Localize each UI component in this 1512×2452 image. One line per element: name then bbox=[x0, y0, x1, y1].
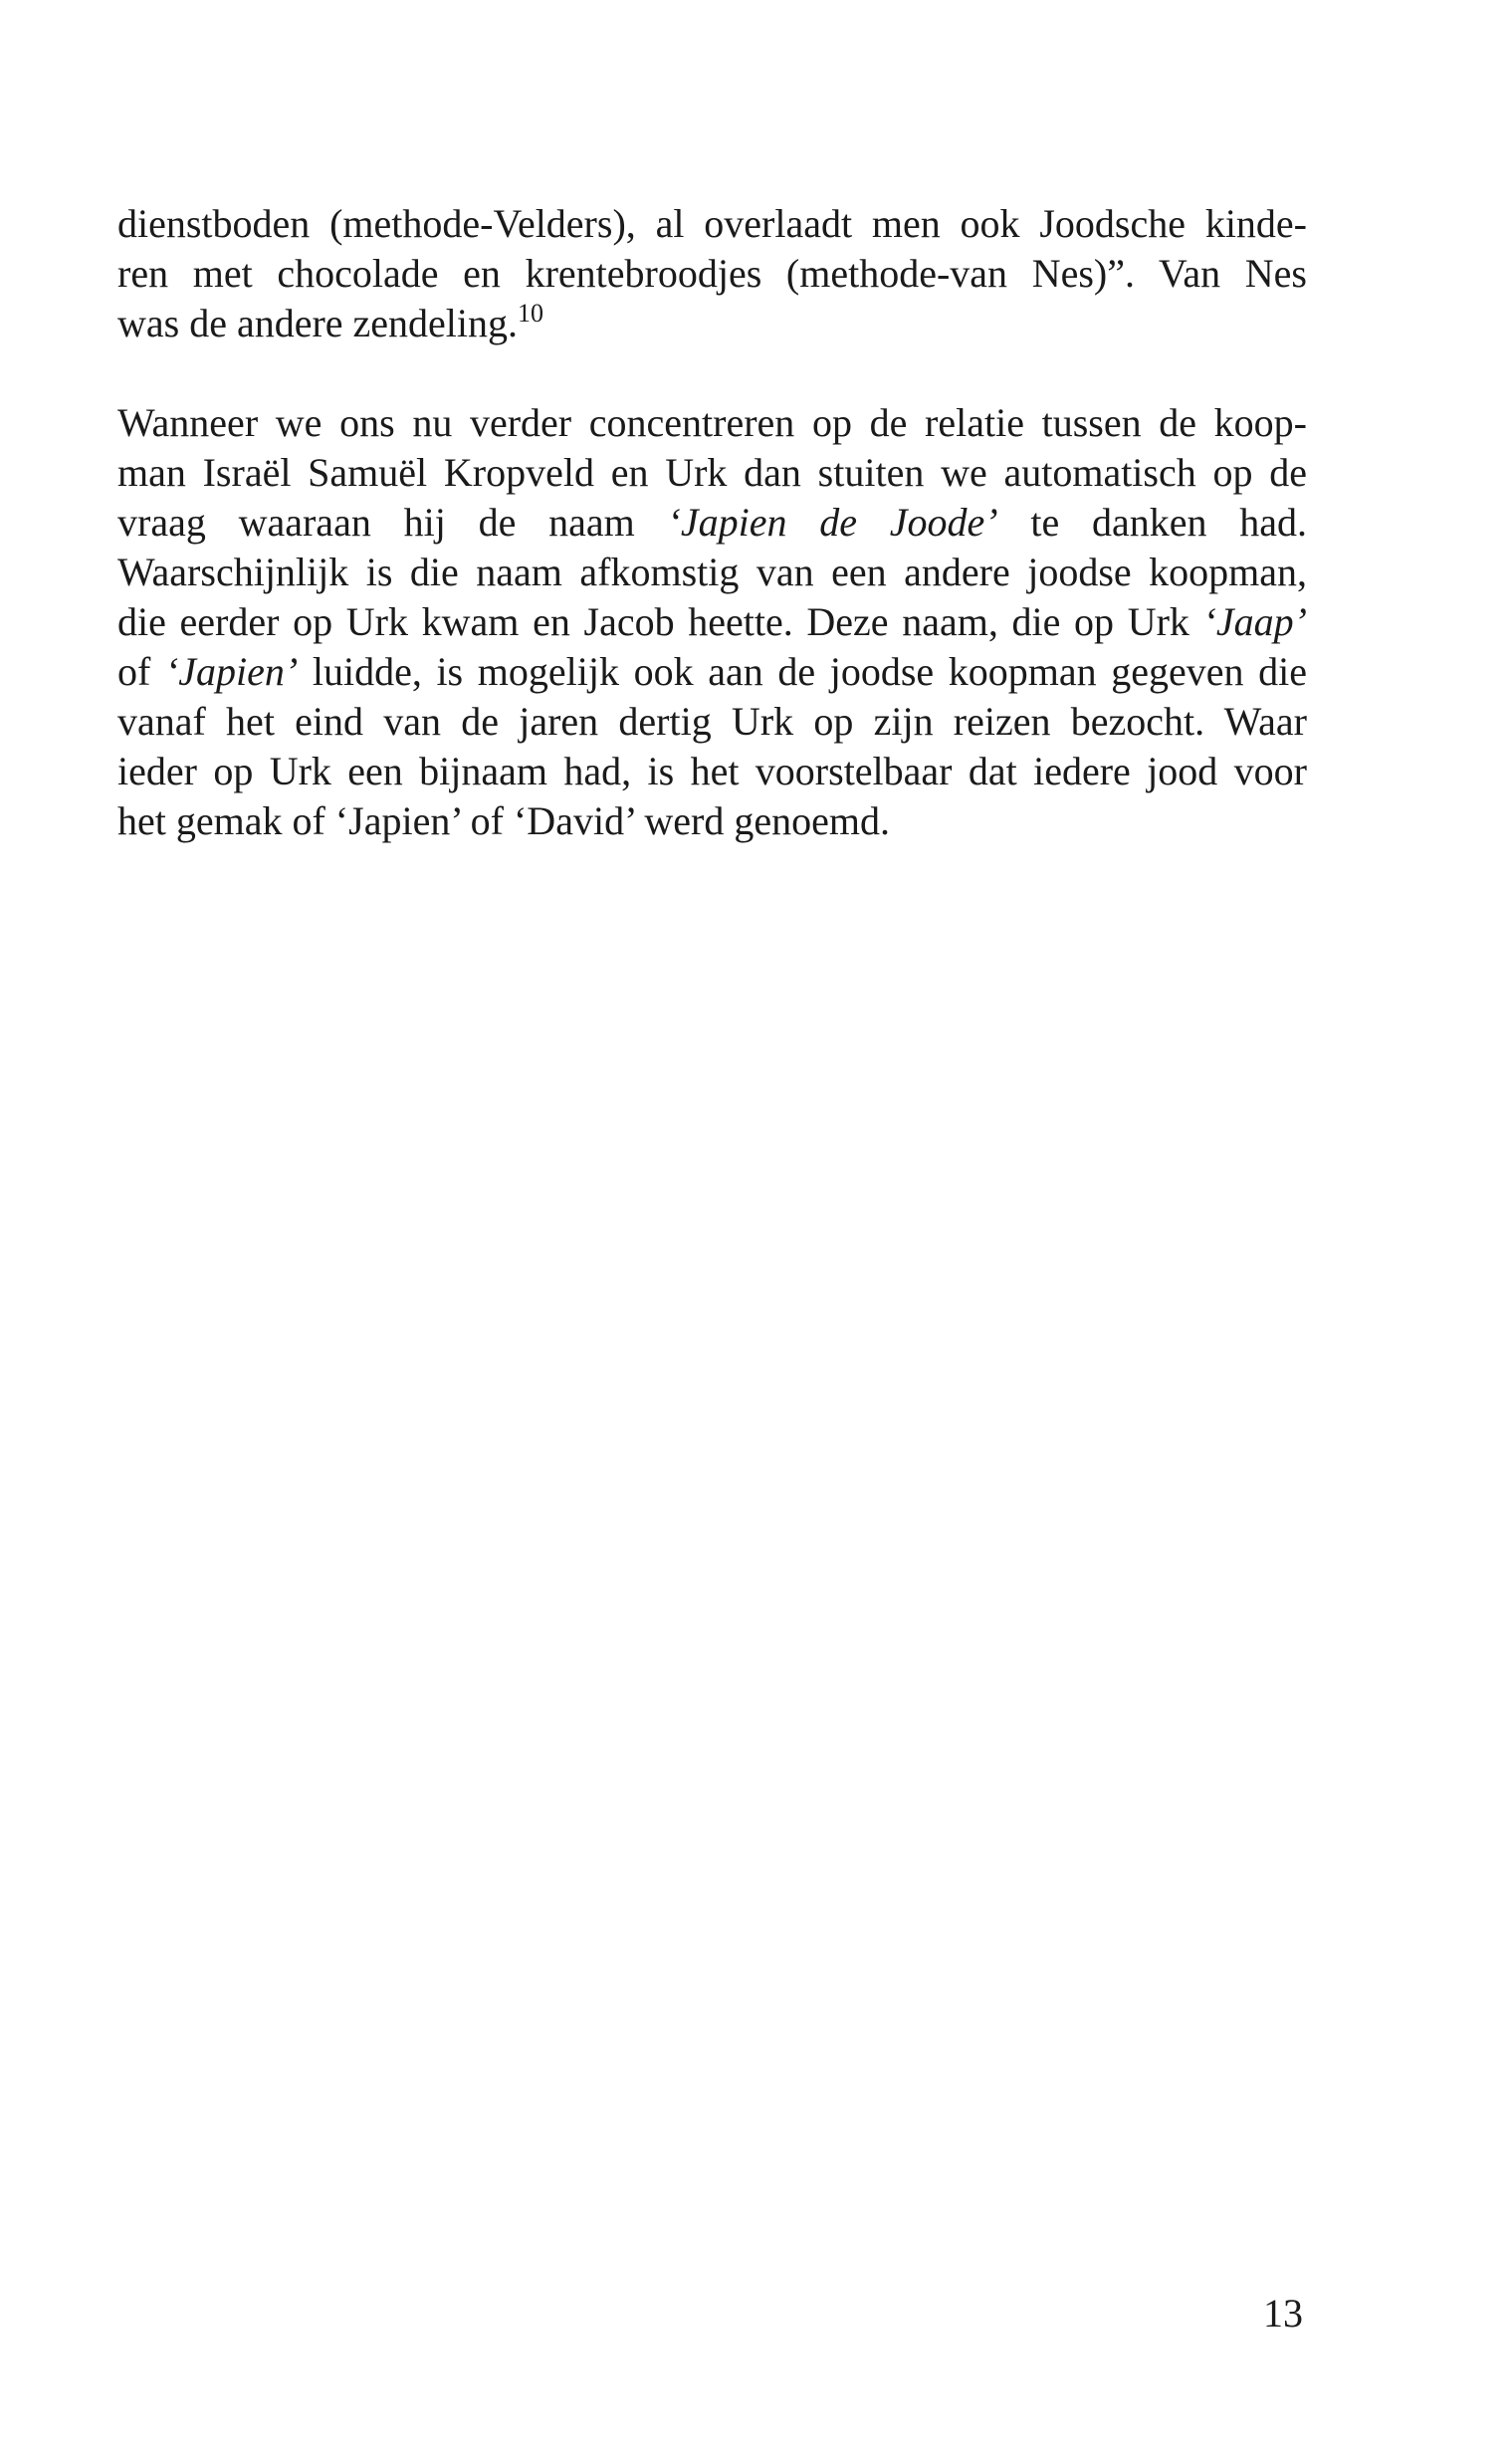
footnote-reference: 10 bbox=[518, 299, 544, 328]
text-segment: die eerder op Urk kwam en Jacob heette. Deze naam, die op Urk bbox=[117, 599, 1203, 644]
page-number: 13 bbox=[1263, 2291, 1303, 2336]
paragraph bbox=[117, 199, 1307, 348]
text-line bbox=[117, 199, 1307, 249]
italic-text: ‘Japien de Joode’ bbox=[667, 500, 998, 545]
text-line bbox=[117, 647, 1307, 697]
text-segment: luidde, is mogelijk ook aan de joodse koopman gegeven die bbox=[298, 649, 1307, 694]
text-segment: het gemak of ‘Japien’ of ‘David’ werd genoemd. bbox=[117, 798, 890, 843]
text-segment: man Israël Samuël Kropveld en Urk dan stuiten we automatisch op de bbox=[117, 450, 1307, 495]
text-line bbox=[117, 697, 1307, 747]
body-text bbox=[117, 199, 1307, 846]
text-segment: Waarschijnlijk is die naam afkomstig van een andere joodse koopman, bbox=[117, 550, 1307, 594]
text-line bbox=[117, 299, 1307, 348]
text-line bbox=[117, 796, 1307, 846]
italic-text: ‘Japien’ bbox=[164, 649, 299, 694]
text-segment: Wanneer we ons nu verder concentreren op de relatie tussen de koop- bbox=[117, 400, 1307, 445]
text-line bbox=[117, 747, 1307, 796]
text-segment: was de andere zendeling. bbox=[117, 301, 519, 345]
text-line bbox=[117, 398, 1307, 448]
text-line bbox=[117, 249, 1307, 299]
text-segment: te danken had. bbox=[997, 500, 1307, 545]
text-segment: of bbox=[117, 649, 165, 694]
text-segment: vanaf het eind van de jaren dertig Urk op zijn reizen bezocht. Waar bbox=[117, 699, 1307, 744]
text-line bbox=[117, 448, 1307, 498]
text-line bbox=[117, 498, 1307, 548]
paragraph bbox=[117, 398, 1307, 846]
text-line bbox=[117, 597, 1307, 647]
paragraph-gap bbox=[117, 348, 1307, 398]
italic-text: ‘Jaap’ bbox=[1202, 599, 1307, 644]
text-segment: ren met chocolade en krentebroodjes (methode-van Nes)”. Van Nes bbox=[117, 251, 1307, 296]
text-line bbox=[117, 548, 1307, 597]
text-segment: ieder op Urk een bijnaam had, is het voorstelbaar dat iedere jood voor bbox=[117, 749, 1307, 793]
text-segment: dienstboden (methode-Velders), al overlaadt men ook Joodsche kinde- bbox=[117, 201, 1307, 246]
text-segment: vraag waaraan hij de naam bbox=[117, 500, 668, 545]
